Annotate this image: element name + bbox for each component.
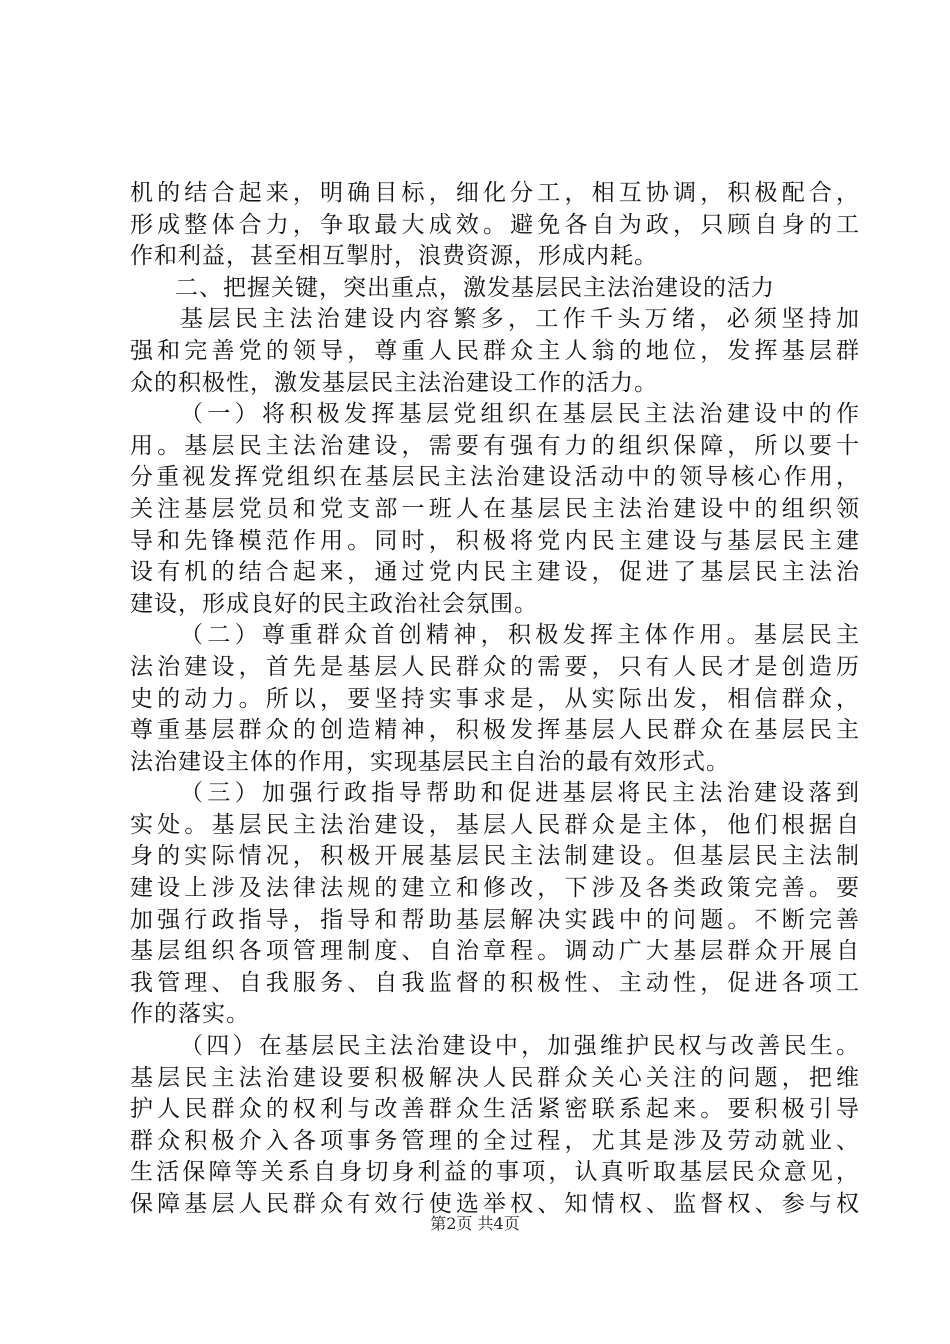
text-line: 作和利益，甚至相互掣肘，浪费资源，形成内耗。 [130,243,658,270]
text-line: 尊重基层群众的创造精神，积极发挥基层人民群众在基层民主 [130,717,860,744]
text-line: （三）加强行政指导帮助和促进基层将民主法治建设落到 [180,780,860,807]
text-line: 强和完善党的领导，尊重人民群众主人翁的地位，发挥基层群 [130,337,860,364]
page-footer: 第2页 共4页 [430,1214,520,1233]
text-line: 群众积极介入各项事务管理的全过程，尤其是涉及劳动就业、 [130,1127,860,1154]
text-line: （一）将积极发挥基层党组织在基层民主法治建设中的作 [180,401,860,428]
text-line: 设有机的结合起来，通过党内民主建设，促进了基层民主法治 [130,559,860,586]
text-line: 身的实际情况，积极开展基层民主法制建设。但基层民主法制 [130,843,860,870]
text-line: 关注基层党员和党支部一班人在基层民主法治建设中的组织领 [130,495,860,522]
text-line: 加强行政指导，指导和帮助基层解决实践中的问题。不断完善 [130,906,860,933]
text-line: 建设上涉及法律法规的建立和修改，下涉及各类政策完善。要 [130,875,860,902]
text-line: 我管理、自我服务、自我监督的积极性、主动性，促进各项工 [130,969,860,996]
text-line: 史的动力。所以，要坚持实事求是，从实际出发，相信群众， [130,685,860,712]
text-line: 基层组织各项管理制度、自治章程。调动广大基层群众开展自 [130,938,860,965]
text-line: 分重视发挥党组织在基层民主法治建设活动中的领导核心作用， [130,464,860,491]
text-line: 生活保障等关系自身切身利益的事项，认真听取基层民众意见， [130,1159,860,1186]
text-line: 形成整体合力，争取最大成效。避免各自为政，只顾自身的工 [130,211,860,238]
text-line: 基层民主法治建设要积极解决人民群众关心关注的问题，把维 [130,1064,860,1091]
text-line: 法治建设，首先是基层人民群众的需要，只有人民才是创造历 [130,653,860,680]
text-line: 二、把握关键，突出重点，激发基层民主法治建设的活力 [175,274,775,301]
text-line: 护人民群众的权利与改善群众生活紧密联系起来。要积极引导 [130,1096,860,1123]
text-line: 众的积极性，激发基层民主法治建设工作的活力。 [130,369,658,396]
text-line: （二）尊重群众首创精神，积极发挥主体作用。基层民主 [180,622,860,649]
text-line: 建设，形成良好的民主政治社会氛围。 [130,590,538,617]
text-line: 作的落实。 [130,1001,250,1028]
text-line: 机的结合起来，明确目标，细化分工，相互协调，积极配合， [130,180,860,206]
document-body [130,178,860,1221]
text-line: 基层民主法治建设内容繁多，工作千头万绪，必须坚持加 [180,306,860,333]
text-line: （四）在基层民主法治建设中，加强维护民权与改善民生。 [180,1033,860,1060]
text-line: 法治建设主体的作用，实现基层民主自治的最有效形式。 [130,748,730,775]
text-line: 保障基层人民群众有效行使选举权、知情权、监督权、参与权 [130,1191,860,1217]
text-line: 实处。基层民主法治建设，基层人民群众是主体，他们根据自 [130,811,860,838]
text-line: 导和先锋模范作用。同时，积极将党内民主建设与基层民主建 [130,527,860,554]
text-line: 用。基层民主法治建设，需要有强有力的组织保障，所以要十 [130,432,860,459]
